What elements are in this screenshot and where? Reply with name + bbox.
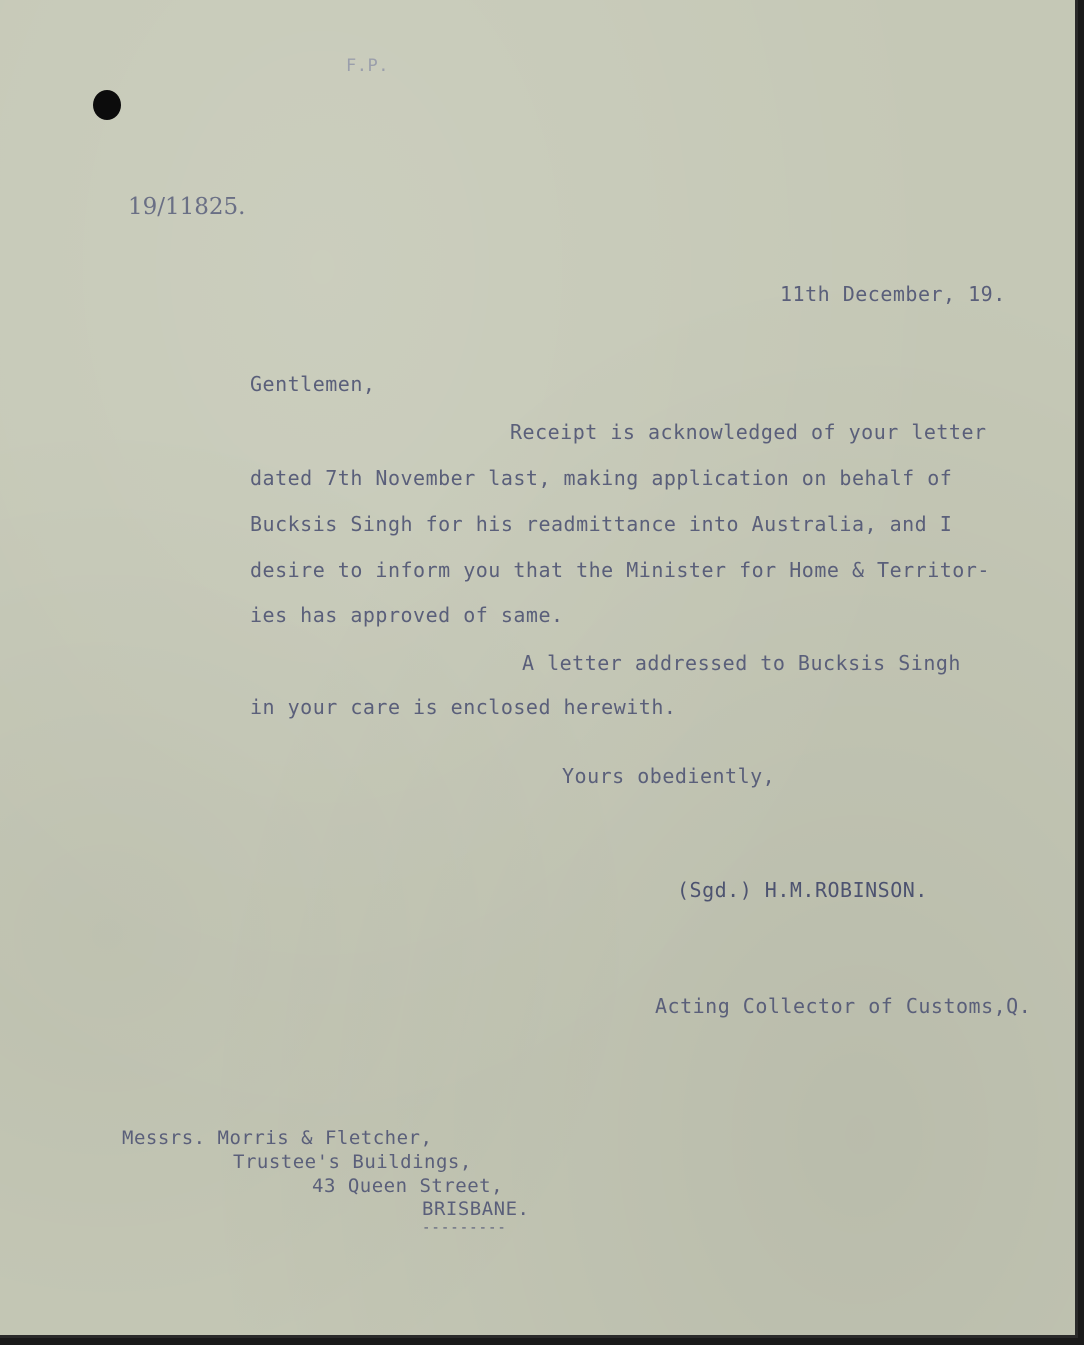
- signature: (Sgd.) H.M.ROBINSON.: [677, 878, 928, 902]
- letter-date: 11th December, 19.: [780, 282, 1006, 306]
- signer-title: Acting Collector of Customs,Q.: [655, 994, 1032, 1018]
- body-line: ies has approved of same.: [250, 603, 564, 627]
- address-line: Messrs. Morris & Fletcher,: [122, 1127, 433, 1149]
- address-line: BRISBANE.: [422, 1198, 530, 1220]
- body-line: in your care is enclosed herewith.: [250, 695, 677, 719]
- salutation: Gentlemen,: [250, 372, 376, 396]
- body-line: Bucksis Singh for his readmittance into Australia, and I: [250, 512, 953, 536]
- address-line: Trustee's Buildings,: [233, 1151, 472, 1173]
- punch-hole: [93, 90, 121, 120]
- file-reference: 19/11825.: [128, 194, 246, 220]
- closing: Yours obediently,: [562, 764, 776, 788]
- body-line: A letter addressed to Bucksis Singh: [522, 651, 961, 675]
- body-line: dated 7th November last, making application on behalf of: [250, 466, 953, 490]
- body-line: Receipt is acknowledged of your letter: [510, 420, 987, 444]
- address-underline: ---------: [422, 1220, 507, 1236]
- body-line: desire to inform you that the Minister for Home & Territor-: [250, 558, 990, 582]
- address-line: 43 Queen Street,: [312, 1175, 504, 1197]
- initials: F.P.: [346, 56, 389, 76]
